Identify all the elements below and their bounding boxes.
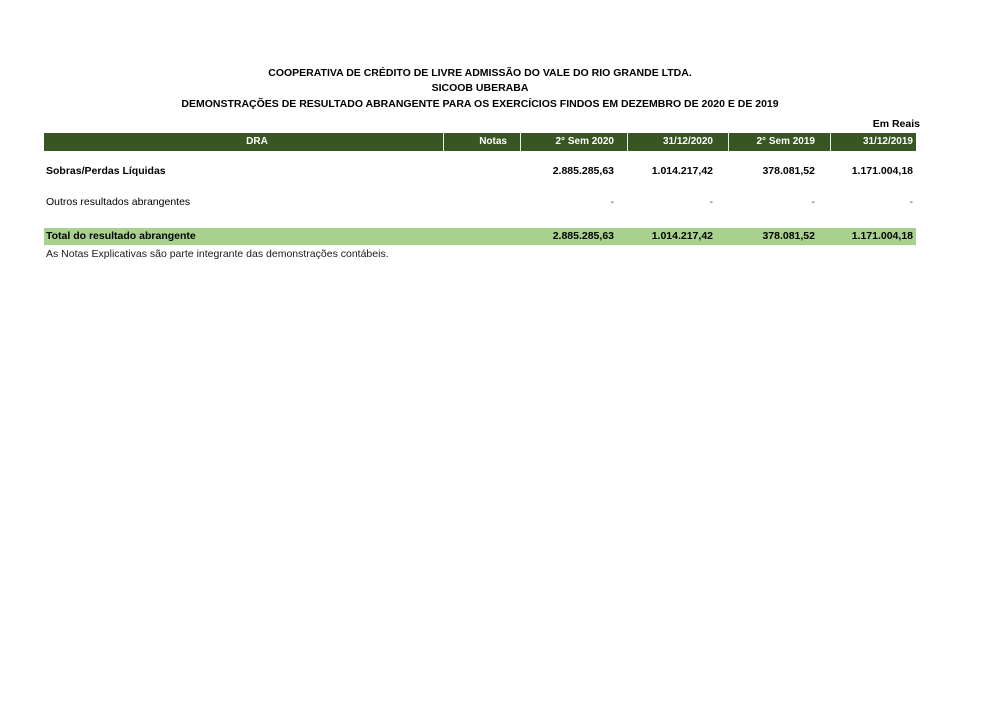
column-header-31-12-2019: 31/12/2019 bbox=[862, 136, 913, 147]
cell-value: - bbox=[709, 196, 713, 208]
cell-value: - bbox=[610, 196, 614, 208]
explanatory-notes-footnote: As Notas Explicativas são parte integrante das demonstrações contábeis. bbox=[46, 248, 389, 260]
table-row-sobras-perdas bbox=[44, 164, 916, 178]
row-label: Outros resultados abrangentes bbox=[46, 196, 191, 208]
column-header-dra: DRA bbox=[246, 136, 268, 147]
total-cell-value: 378.081,52 bbox=[762, 230, 815, 242]
cell-value: - bbox=[909, 196, 913, 208]
table-total-row bbox=[44, 228, 916, 245]
cell-value: 378.081,52 bbox=[762, 165, 815, 177]
statement-title: DEMONSTRAÇÕES DE RESULTADO ABRANGENTE PARA OS EXERCÍCIOS FINDOS EM DEZEMBRO DE 2020 E DE 2019 bbox=[181, 98, 779, 110]
total-cell-value: 1.171.004,18 bbox=[851, 230, 913, 242]
currency-note: Em Reais bbox=[872, 118, 920, 130]
table-row-outros-resultados bbox=[44, 195, 916, 209]
cell-value: 2.885.285,63 bbox=[552, 165, 614, 177]
column-header-notas: Notas bbox=[479, 136, 507, 147]
total-cell-value: 2.885.285,63 bbox=[552, 230, 614, 242]
column-header-sem2-2019: 2° Sem 2019 bbox=[756, 136, 815, 147]
company-name: COOPERATIVA DE CRÉDITO DE LIVRE ADMISSÃO DO VALE DO RIO GRANDE LTDA. bbox=[268, 67, 692, 79]
cell-value: - bbox=[811, 196, 815, 208]
column-header-31-12-2020: 31/12/2020 bbox=[662, 136, 713, 147]
cell-value: 1.171.004,18 bbox=[851, 165, 913, 177]
entity-name: SICOOB UBERABA bbox=[431, 82, 529, 94]
column-header-sem2-2020: 2° Sem 2020 bbox=[555, 136, 614, 147]
cell-value: 1.014.217,42 bbox=[651, 165, 713, 177]
total-row-label: Total do resultado abrangente bbox=[46, 230, 196, 242]
total-cell-value: 1.014.217,42 bbox=[651, 230, 713, 242]
table-header-bar bbox=[44, 133, 916, 151]
row-label: Sobras/Perdas Líquidas bbox=[46, 165, 166, 177]
